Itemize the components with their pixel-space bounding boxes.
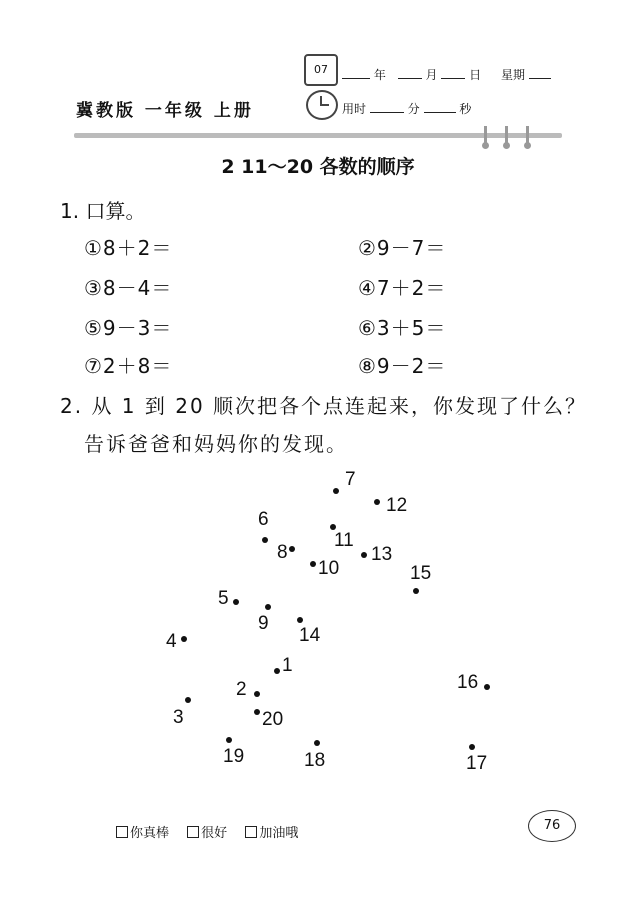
puzzle-dot[interactable] xyxy=(374,499,380,505)
puzzle-dot[interactable] xyxy=(226,737,232,743)
puzzle-dot[interactable] xyxy=(289,546,295,552)
dot-number: 7 xyxy=(345,469,356,490)
page-number: 76 xyxy=(528,810,576,842)
puzzle-dot[interactable] xyxy=(314,740,320,746)
seconds-label: 秒 xyxy=(459,102,472,116)
checkbox-icon[interactable] xyxy=(116,826,128,838)
dot-number: 3 xyxy=(173,707,184,728)
puzzle-dot[interactable] xyxy=(181,636,187,642)
self-evaluation xyxy=(116,822,298,841)
date-line xyxy=(342,66,551,83)
dot-number: 19 xyxy=(223,746,245,767)
dot-number: 11 xyxy=(334,530,354,551)
header-rule xyxy=(74,133,562,138)
q1-item: ⑦2＋8＝ xyxy=(84,354,173,378)
year-blank[interactable] xyxy=(342,66,370,79)
day-label: 日 xyxy=(469,68,482,82)
puzzle-dot[interactable] xyxy=(185,697,191,703)
dot-number: 1 xyxy=(282,655,293,676)
puzzle-dot[interactable] xyxy=(254,709,260,715)
lesson-title: 2 11～20 各数的顺序 xyxy=(221,156,415,178)
puzzle-dot[interactable] xyxy=(265,604,271,610)
q1-item: ⑥3＋5＝ xyxy=(358,316,447,340)
dot-number: 14 xyxy=(299,625,321,646)
puzzle-dot[interactable] xyxy=(233,599,239,605)
dot-number: 20 xyxy=(262,709,284,730)
minutes-blank[interactable] xyxy=(370,100,404,113)
clock-icon xyxy=(306,90,338,120)
q1-item: ①8＋2＝ xyxy=(84,236,173,260)
eval-option-keep-going[interactable]: 加油哦 xyxy=(245,826,298,841)
calendar-number: 07 xyxy=(314,63,328,76)
textbook-series: 冀教版 一年级 上册 xyxy=(76,101,254,121)
puzzle-dot[interactable] xyxy=(469,744,475,750)
day-blank[interactable] xyxy=(441,66,465,79)
puzzle-dot[interactable] xyxy=(310,561,316,567)
seconds-blank[interactable] xyxy=(424,100,456,113)
weekday-label: 星期 xyxy=(501,68,526,82)
puzzle-dot[interactable] xyxy=(361,552,367,558)
time-used-label: 用时 xyxy=(342,102,367,116)
eval-option-great[interactable]: 你真棒 xyxy=(116,826,169,841)
binder-ring-icon xyxy=(526,126,529,146)
dot-number: 15 xyxy=(410,563,432,584)
month-label: 月 xyxy=(425,68,438,82)
puzzle-dot[interactable] xyxy=(262,537,268,543)
q1-item: ④7＋2＝ xyxy=(358,276,447,300)
q1-item: ⑧9－2＝ xyxy=(358,354,447,378)
checkbox-icon[interactable] xyxy=(187,826,199,838)
weekday-blank[interactable] xyxy=(529,66,551,79)
puzzle-dot[interactable] xyxy=(297,617,303,623)
dot-number: 4 xyxy=(166,631,177,652)
calendar-icon xyxy=(304,54,338,86)
q1-item: ⑤9－3＝ xyxy=(84,316,173,340)
dot-number: 5 xyxy=(218,588,229,609)
dot-number: 17 xyxy=(466,753,488,774)
minutes-label: 分 xyxy=(407,102,420,116)
dot-number: 13 xyxy=(371,544,393,565)
dot-number: 9 xyxy=(258,613,269,634)
dot-number: 6 xyxy=(258,509,269,530)
puzzle-dot[interactable] xyxy=(254,691,260,697)
eval-option-good[interactable]: 很好 xyxy=(187,826,227,841)
dot-number: 12 xyxy=(386,495,408,516)
q2-line-2: 告诉爸爸和妈妈你的发现。 xyxy=(84,432,348,456)
binder-ring-icon xyxy=(484,126,487,146)
dot-number: 8 xyxy=(277,542,288,563)
time-line xyxy=(342,100,471,117)
puzzle-dot[interactable] xyxy=(484,684,490,690)
q1-item: ③8－4＝ xyxy=(84,276,173,300)
puzzle-dot[interactable] xyxy=(333,488,339,494)
dot-number: 2 xyxy=(236,679,247,700)
q1-heading: 1. 口算。 xyxy=(60,199,146,223)
dot-number: 18 xyxy=(304,750,326,771)
checkbox-icon[interactable] xyxy=(245,826,257,838)
dot-number: 16 xyxy=(457,672,479,693)
binder-ring-icon xyxy=(505,126,508,146)
year-label: 年 xyxy=(373,68,386,82)
q1-item: ②9－7＝ xyxy=(358,236,447,260)
month-blank[interactable] xyxy=(398,66,422,79)
dot-number: 10 xyxy=(318,558,340,579)
puzzle-dot[interactable] xyxy=(274,668,280,674)
puzzle-dot[interactable] xyxy=(413,588,419,594)
q2-line-1: 2. 从 1 到 20 顺次把各个点连起来，你发现了什么？ xyxy=(60,394,588,418)
